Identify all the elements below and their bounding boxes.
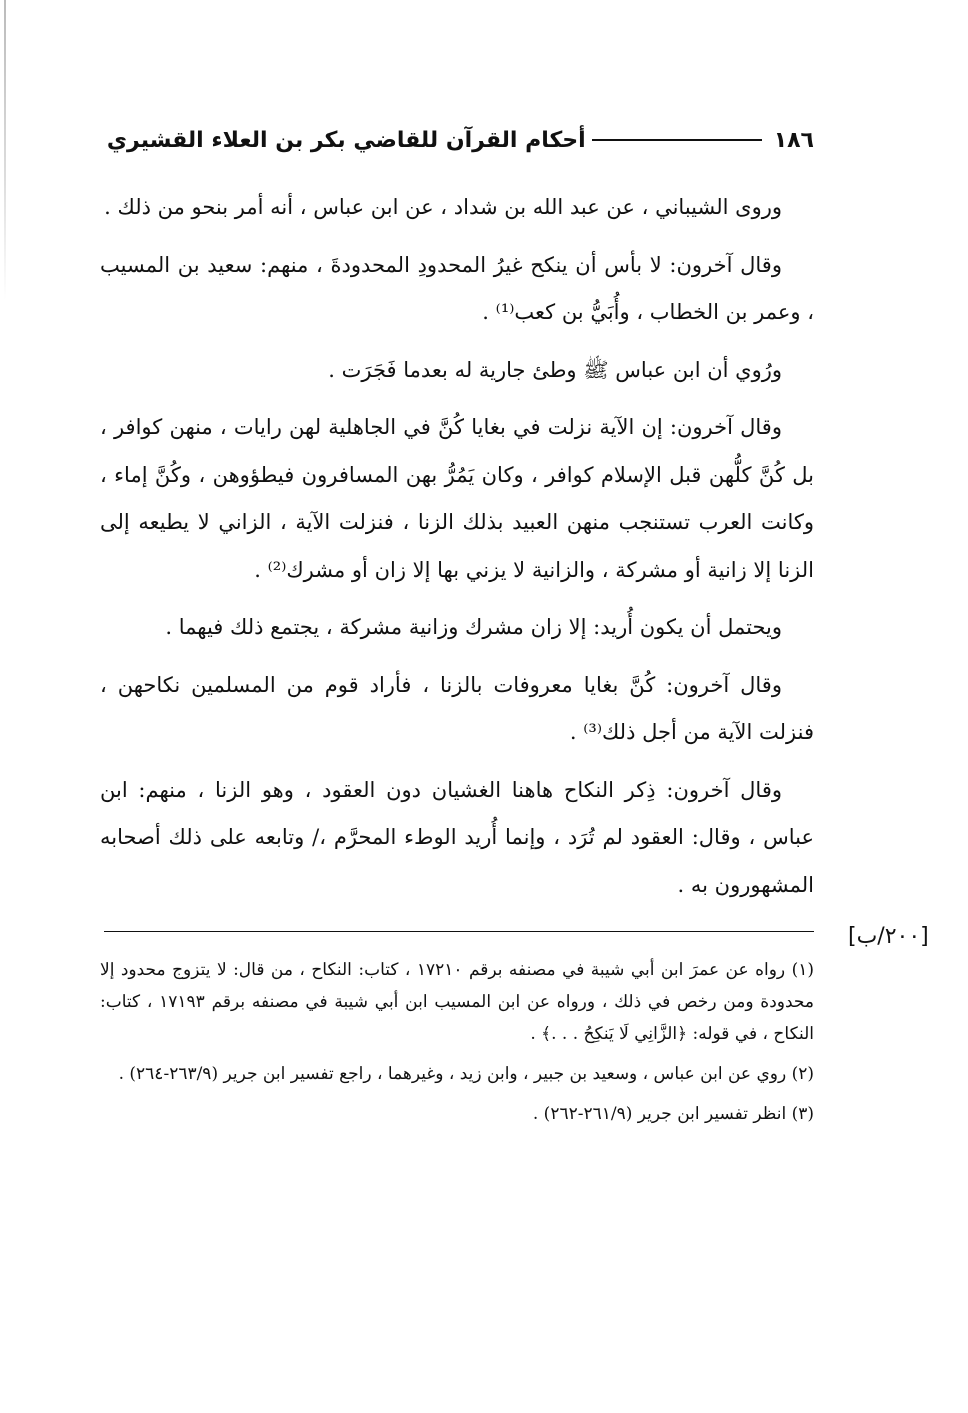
paragraph: وروى الشيباني ، عن عبد الله بن شداد ، عن ابن عباس ، أنه أمر بنحو من ذلك .	[104, 195, 782, 219]
footnotes	[100, 954, 814, 1130]
page-number: ١٨٦	[773, 127, 814, 153]
paragraph: وقال آخرون: إن الآية نزلت في بغايا كُنَّ في الجاهلية لهن رايات ، منهن كوافر ، بل كُنَّ كلُّهن قبل الإسلام كوافر ، وكان يَمُرُّ بهن المسافرون فيطؤوهن ، وكُنَّ إماء ، وكانت العرب تستنجب منهن العبيد بذلك الزنا ، فنزلت الآية ، الزاني لا يطيعه إلى الزنا إلا زانية أو مشركة ، والزانية لا يزني بها إلا زان أو مشرك⁽²⁾ .	[100, 415, 814, 582]
footnote: (٢) روي عن ابن عباس ، وسعيد بن جبير ، وابن زيد ، وغيرهما ، راجع تفسير ابن جرير (٢٦٣/٩-٢٦٤) .	[118, 1064, 814, 1084]
header-title: أحكام القرآن للقاضي بكر بن العلاء القشيري	[106, 127, 586, 153]
manuscript-folio-marker: [٢٠٠/ب]	[848, 924, 929, 949]
footnote: (١) رواه عن عمرَ ابن أبي شيبة في مصنفه برقم ١٧٢١٠ ، كتاب: النكاح ، من قال: لا يتزوج محدود إلا محدودة ومن رخص في ذلك ، ورواه عن ابن المسيب ابن أبي شيبة في مصنفه برقم ١٧١٩٣ ، كتاب: النكاح ، في قوله: ﴿الزَّانِي لَا يَنكِحُ . . .﴾ .	[100, 960, 814, 1044]
footnote-separator	[104, 931, 814, 932]
header-rule	[592, 139, 762, 141]
scan-edge-line	[4, 0, 6, 300]
paragraph: وقال آخرون: لا بأس أن ينكح غيرُ المحدودِ المحدودةَ ، منهم: سعيد بن المسيب ، وعمر بن الخطاب ، وأُبَيُّ بن كعب⁽¹⁾ .	[100, 252, 814, 324]
paragraph: وقال آخرون: ذِكر النكاح هاهنا الغشيان دون العقود ، وهو الزنا ، منهم: ابن عباس ، وقال: العقود لم تُرَد ، وإنما أُريد الوطء المحرَّم ،/ وتابعه على ذلك أصحابه المشهورون به .	[100, 777, 814, 897]
running-header	[100, 118, 814, 162]
paragraph: وقال آخرون: كُنَّ بغايا معروفات بالزنا ، فأراد قوم من المسلمين نكاحهن ، فنزلت الآية من أجل ذلك⁽³⁾ .	[100, 672, 814, 744]
paragraph: ورُوي أن ابن عباس ﷺ وطئ جارية له بعدما فَجَرَت .	[328, 357, 782, 382]
footnote: (٣) انظر تفسير ابن جرير (٢٦١/٩-٢٦٢) .	[532, 1104, 814, 1124]
body-text	[100, 184, 814, 909]
book-page	[100, 118, 814, 1138]
paragraph: ويحتمل أن يكون أُريد: إلا زان مشرك وزانية مشركة ، يجتمع ذلك فيهما .	[165, 615, 782, 639]
